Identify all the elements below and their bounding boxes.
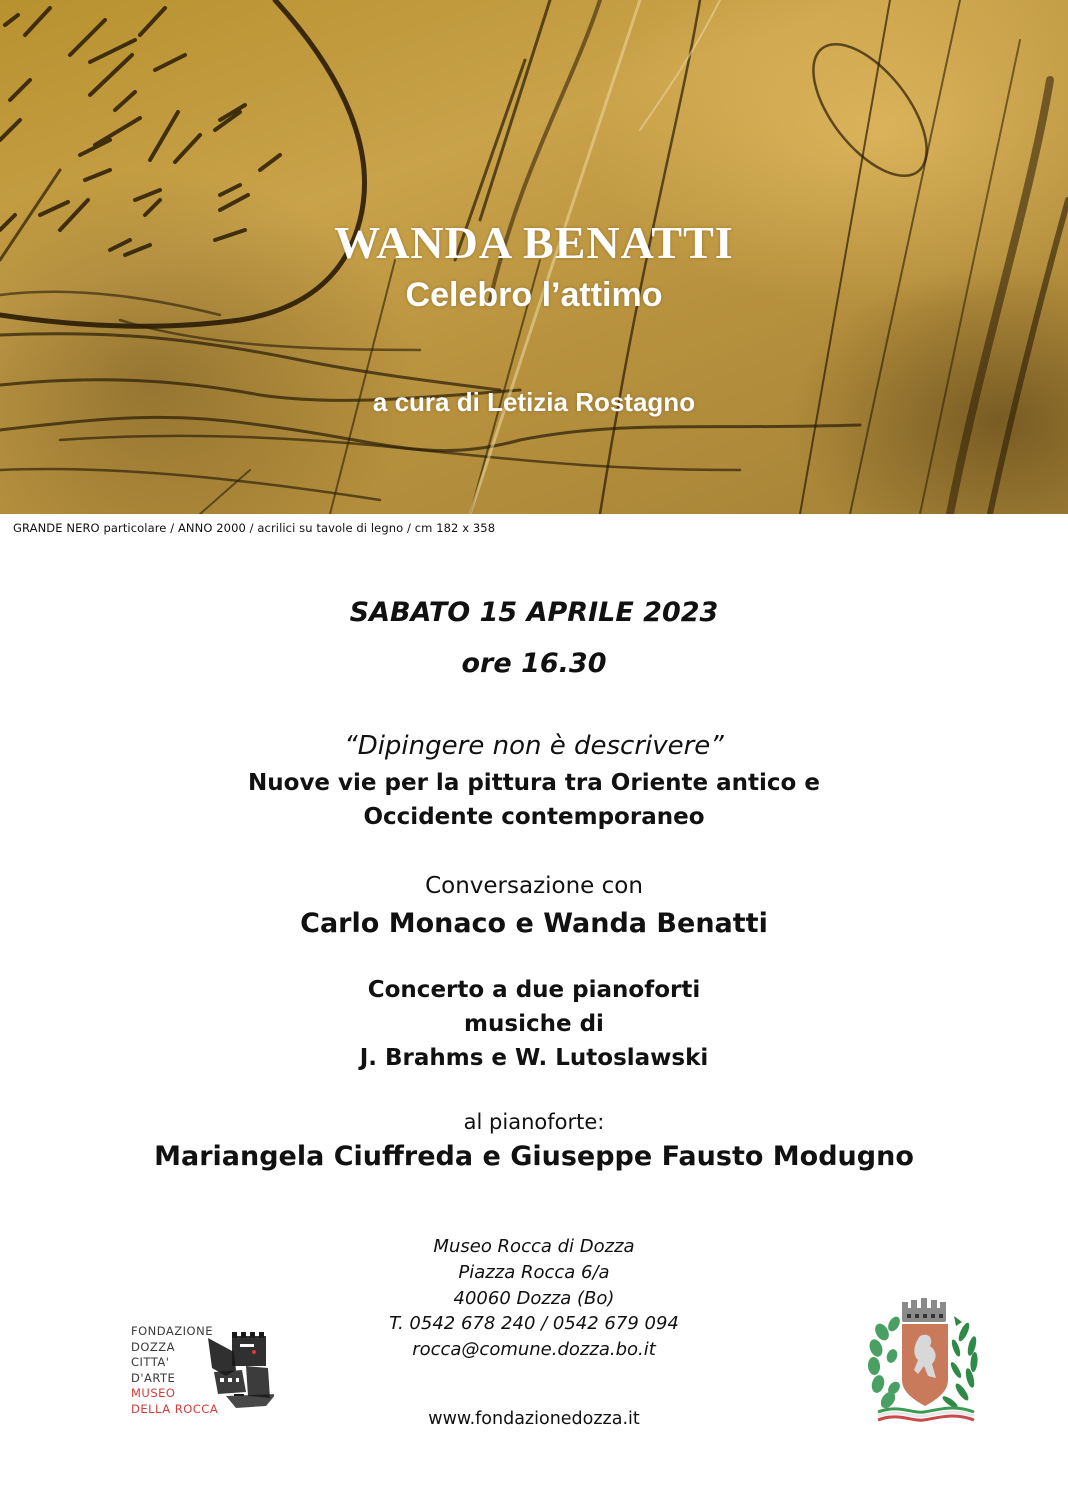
curator-credit: a cura di Letizia Rostagno <box>372 387 696 417</box>
concert-title: Concerto a due pianoforti <box>367 977 701 1003</box>
coat-of-arms-icon <box>858 1292 990 1440</box>
talk-subtitle-line2: Occidente contemporaneo <box>363 804 705 830</box>
concert-composers: J. Brahms e W. Lutoslawski <box>359 1045 709 1071</box>
venue-city: 40060 Dozza (Bo) <box>453 1287 615 1309</box>
fondazione-logo-text: FONDAZIONE DOZZA CITTA' D'ARTE MUSEO DELLA ROCCA <box>131 1324 219 1416</box>
concert-music-label: musiche di <box>464 1011 604 1037</box>
event-date: SABATO 15 APRILE 2023 <box>349 597 719 628</box>
pianists-names: Mariangela Ciuffreda e Giuseppe Fausto Modugno <box>154 1141 914 1172</box>
artwork-caption: GRANDE NERO particolare / ANNO 2000 / acrilici su tavole di legno / cm 182 x 358 <box>13 521 496 535</box>
talk-subtitle-line1: Nuove vie per la pittura tra Oriente antico e <box>248 770 820 796</box>
pianists-label: al pianoforte: <box>463 1110 605 1134</box>
hero-artwork-image <box>0 0 1068 514</box>
fondazione-dozza-logo <box>114 1318 284 1418</box>
venue-phone: T. 0542 678 240 / 0542 679 094 <box>389 1313 679 1335</box>
venue-email-link[interactable]: rocca@comune.dozza.bo.it <box>412 1339 656 1361</box>
website-link[interactable]: www.fondazionedozza.it <box>428 1409 640 1429</box>
castle-icon <box>206 1332 274 1412</box>
conversation-speakers: Carlo Monaco e Wanda Benatti <box>300 908 768 939</box>
venue-name: Museo Rocca di Dozza <box>433 1236 635 1257</box>
comune-dozza-coat-of-arms <box>858 1292 990 1440</box>
artist-name: WANDA BENATTI <box>334 217 734 268</box>
conversation-label: Conversazione con <box>425 873 643 899</box>
venue-street: Piazza Rocca 6/a <box>458 1261 610 1283</box>
talk-title: “Dipingere non è descrivere” <box>344 731 724 761</box>
event-time: ore 16.30 <box>461 648 607 679</box>
exhibition-title: Celebro l’attimo <box>405 276 663 314</box>
